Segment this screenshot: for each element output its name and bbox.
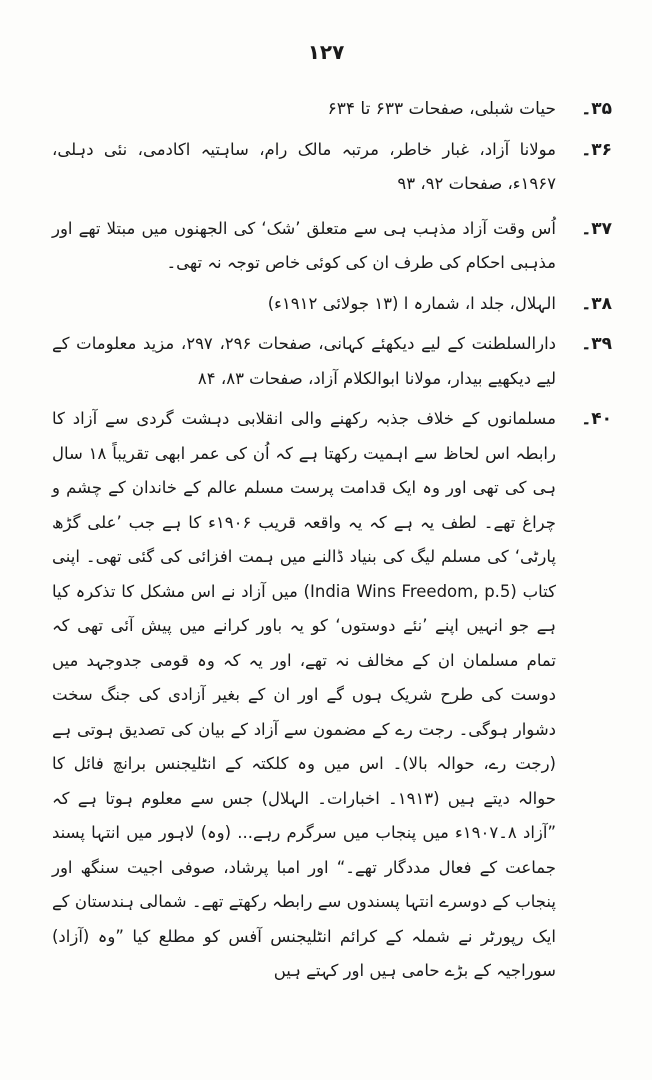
endnote-number: ۳۸۔ — [581, 293, 612, 314]
endnote-number: ۳۹۔ — [581, 334, 612, 354]
endnote-text: حیات شبلی، صفحات ۶۳۳ تا ۶۳۴ — [327, 99, 556, 119]
endnote-number: ۳۷۔ — [581, 218, 612, 239]
endnote-number: ۳۵۔ — [581, 99, 612, 119]
endnote-text: اُس وقت آزاد مذہب ہی سے متعلق ’شک‘ کی الجھنوں میں مبتلا تھے اور مذہبی احکام کی طرف ان کی کوئی خاص توجہ نہ تھی۔ — [52, 218, 556, 272]
endnote-text: مولانا آزاد، غبار خاطر، مرتبہ مالک رام، ساہتیہ اکادمی، نئی دہلی، ۱۹۶۷ء، صفحات ۹۲، ۹۳ — [52, 139, 556, 193]
page-number: ۱۲۷ — [307, 40, 345, 64]
endnote-number: ۳۶۔ — [581, 139, 612, 160]
endnote-35 — [52, 92, 612, 127]
endnote-40 — [52, 402, 612, 989]
endnote-37 — [52, 212, 612, 281]
endnote-number: ۴۰۔ — [581, 409, 612, 429]
endnote-39 — [52, 327, 612, 396]
endnote-text: مسلمانوں کے خلاف جذبہ رکھنے والی انقلابی دہشت گردی سے آزاد کا رابطہ اس لحاظ سے اہمیت رکھتا ہے کہ اُن کی عمر ابھی تقریباً ۱۸ سال ہی کی تھی اور وہ ایک قدامت پرست مسلم عالم کے خاندان کے چشم و چراغ تھے۔ لطف یہ ہے کہ یہ واقعہ قریب ۱۹۰۶ء کا ہے جب ’علی گڑھ پارٹی‘ کی مسلم لیگ کی بنیاد ڈالنے میں ہمت افزائی کی گئی تھی۔ اپنی کتاب (India Wins Freedom, p.5) میں آزاد نے اس مشکل کا تذکرہ کیا ہے جو انہیں اپنے ’نئے دوستوں‘ کو یہ باور کرانے میں پیش آئی تھی کہ تمام مسلمان ان کے مخالف نہ تھے، اور یہ کہ وہ قومی جدوجہد میں دوست کی طرح شریک ہوں گے اور ان کے بغیر آزادی کی جنگ سخت دشوار ہوگی۔ رجت رے کے مضمون سے آزاد کے بیان کی تصدیق ہوتی ہے (رجت رے، حوالہ بالا)۔ اس میں وہ کلکتہ کے انٹلیجنس برانچ فائل کا حوالہ دیتے ہیں (۱۹۱۳۔ اخبارات۔ الہلال) جس سے معلوم ہوتا ہے کہ ”آزاد ۸۔۱۹۰۷ء میں پنجاب میں سرگرم رہے... (وہ) لاہور میں انتہا پسند جماعت کے فعال مددگار تھے۔“ اور امبا پرشاد، صوفی اجیت سنگھ اور پنجاب کے دوسرے انتہا پسندوں سے رابطہ رکھتے تھے۔ شمالی ہندستان کے ایک رپورٹر نے شملہ کے کرائم انٹلیجنس آفس کو مطلع کیا ”وہ (آزاد) سوراجیہ کے بڑے حامی ہیں اور کہتے ہیں — [52, 409, 557, 980]
endnote-text: دارالسلطنت کے لیے دیکھئے کہانی، صفحات ۲۹۶، ۲۹۷، مزید معلومات کے لیے دیکھیے بیدار، مولانا ابوالکلام آزاد، صفحات ۸۳، ۸۴ — [52, 334, 557, 388]
endnote-38 — [52, 287, 612, 322]
endnote-text: الہلال، جلد ا، شمارہ ا (۱۳ جولائی ۱۹۱۲ء) — [267, 293, 556, 313]
endnotes-list — [52, 92, 612, 989]
endnote-36 — [52, 133, 612, 202]
